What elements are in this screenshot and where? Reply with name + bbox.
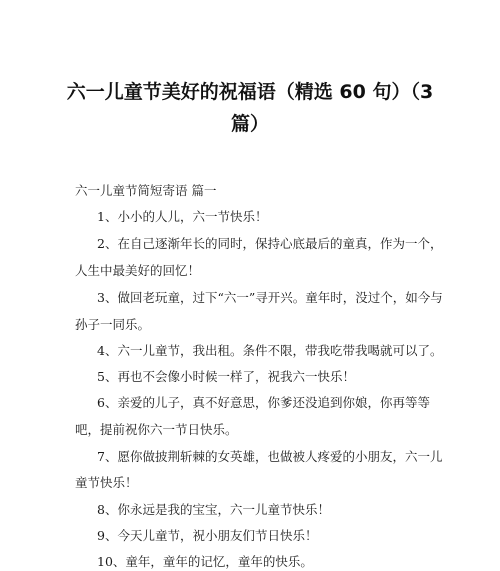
paragraph-line: 9、今天儿童节，祝小朋友们节日快乐！ (97, 528, 318, 543)
paragraph-line: 6、亲爱的儿子，真不好意思，你爹还没追到你娘，你再等等 (97, 395, 430, 410)
paragraph-line: 孙子一同乐。 (75, 317, 151, 332)
paragraph-line: 7、愿你做披荆斩棘的女英雄，也做被人疼爱的小朋友，六一儿 (97, 449, 443, 464)
paragraph-line: 2、在自己逐渐年长的同时，保持心底最后的童真，作为一个， (97, 236, 443, 251)
paragraph-line: 4、六一儿童节，我出租。条件不限，带我吃带我喝就可以了。 (97, 343, 443, 358)
paragraph-line: 吧，提前祝你六一节日快乐。 (75, 422, 238, 437)
document-title-line-2: 篇） (230, 113, 269, 135)
section-heading: 六一儿童节简短寄语 篇一 (75, 183, 217, 198)
paragraph-line: 10、童年，童年的记忆，童年的快乐。 (97, 554, 313, 569)
paragraph-line: 童节快乐！ (75, 475, 138, 490)
paragraph-line: 3、做回老玩童，过下“六一”寻开兴。童年时，没过个，如今与 (97, 290, 443, 305)
paragraph-line: 5、再也不会像小时候一样了，祝我六一快乐！ (97, 369, 355, 384)
paragraph-line: 8、你永远是我的宝宝，六一儿童节快乐！ (97, 502, 330, 517)
paragraph-line: 1、小小的人儿，六一节快乐！ (97, 209, 268, 224)
paragraph-line: 人生中最美好的回忆！ (75, 263, 201, 278)
document-title-line-1: 六一儿童节美好的祝福语（精选 60 句）（3 (66, 81, 434, 103)
